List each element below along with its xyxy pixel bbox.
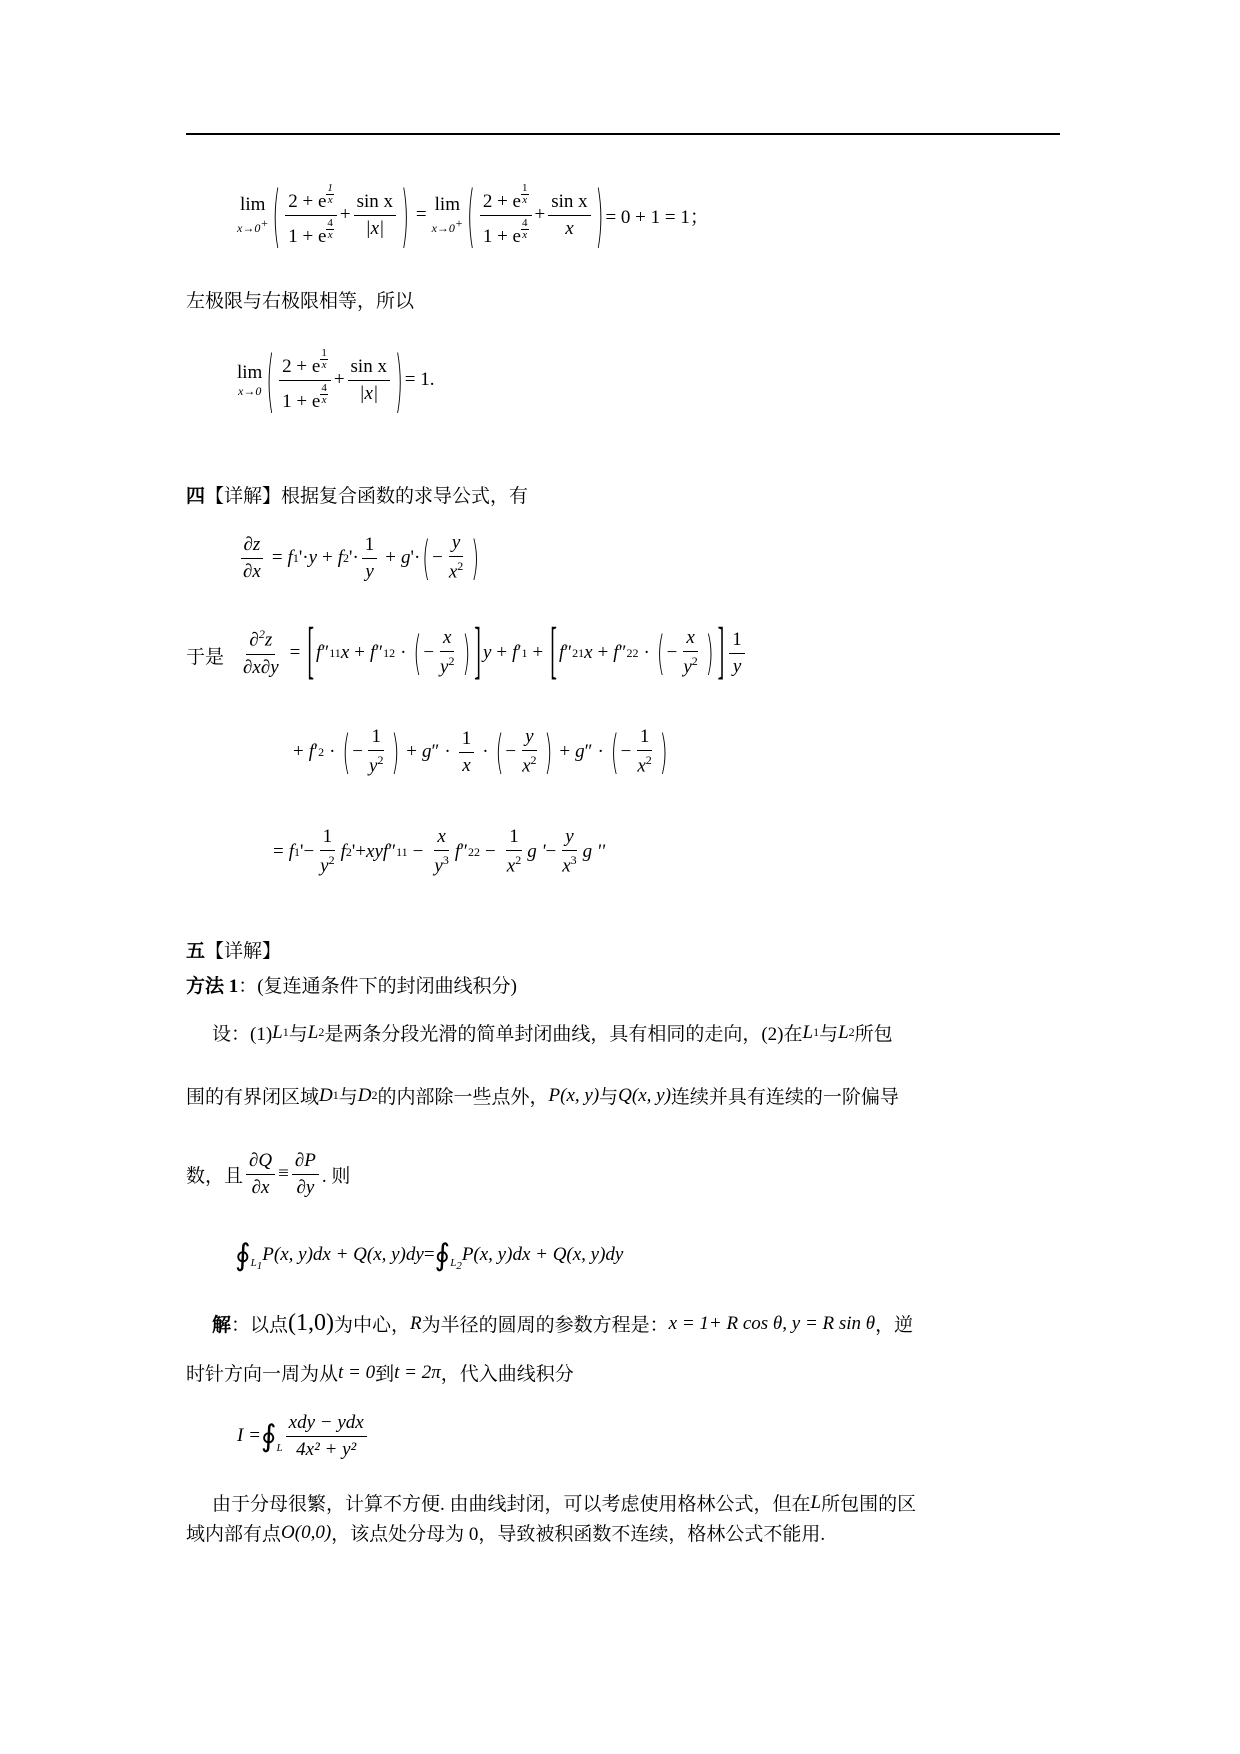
num: 2 + e (282, 355, 321, 377)
plus: + (322, 547, 333, 568)
sin-fraction (548, 191, 590, 240)
sup: 2 (691, 654, 698, 669)
y: y (320, 855, 329, 877)
paragraph-green-1 (212, 1489, 916, 1516)
sub: 2 (318, 744, 325, 759)
g: g (401, 547, 411, 568)
t: 是两条分段光滑的简单封闭曲线，具有相同的走向，(2)在 (324, 1024, 803, 1045)
minus: − (485, 841, 496, 862)
plus: + (406, 741, 417, 762)
sup: 3 (442, 853, 449, 868)
plus: + (532, 642, 544, 663)
t: 设：(1) (212, 1024, 273, 1045)
plus: + (534, 204, 546, 225)
sub: 1 (256, 1260, 263, 1273)
solution-line-1 (212, 1310, 913, 1337)
method-label: 方法 1 (186, 976, 239, 997)
plus: + (339, 204, 351, 225)
t: 以点 (250, 1315, 289, 1336)
f: f (316, 642, 322, 663)
lim-sup: + (260, 216, 269, 230)
t2pi: t = 2π (394, 1361, 441, 1383)
pp: ″ (564, 642, 573, 663)
plus: + (354, 642, 365, 663)
sub: 1 (294, 844, 300, 859)
sub: 1 (332, 1088, 339, 1102)
prime-dot: '· (298, 547, 309, 568)
result: = 1. (404, 369, 435, 390)
t: 时针方向一周为从 (186, 1364, 339, 1385)
lim-sup: + (454, 216, 464, 230)
sub: 11 (396, 844, 408, 859)
sub: 2 (343, 550, 350, 565)
lim-text: lim (434, 194, 460, 215)
num: 1 (506, 826, 522, 851)
sub: 2 (345, 844, 352, 859)
den: x (462, 754, 471, 776)
equation-second-derivative-cont: + f ′ 2 · ( − $\frac{1}{y^2}$ ) + g ″ · $\frac{1}{x}$ · ( − $\frac{y}{x^2}$ ) + g ″ · ( − $\frac{1}{x^2}$ ) (293, 724, 668, 780)
equation-line-integral (235, 1235, 623, 1275)
L: L (250, 1257, 257, 1270)
x: x (522, 755, 531, 777)
exp-n: 1 (327, 181, 333, 194)
sub: 1 (813, 1025, 820, 1039)
L: L (450, 1257, 457, 1270)
sub: 2 (456, 1260, 462, 1273)
lim-under: x→0 (431, 221, 455, 235)
den: ∂x (243, 560, 261, 582)
exp-d: x (522, 228, 528, 241)
colon: ： (231, 1315, 251, 1336)
y: y (369, 755, 378, 777)
param-equation: x = 1+ R cos θ, y = R sin θ (668, 1312, 876, 1334)
sup: 2 (457, 559, 464, 574)
minus: − (545, 841, 557, 862)
pp: ″ (388, 841, 397, 862)
num: y (449, 532, 463, 557)
pp: ″ (321, 642, 330, 663)
L: L (276, 1441, 283, 1454)
g-prime: g ' (527, 841, 546, 862)
point: (1,0) (288, 1310, 335, 1336)
t: 为中心， (334, 1315, 411, 1336)
origin: O(0,0) (281, 1521, 332, 1543)
sub: 12 (383, 645, 396, 660)
plus: + (496, 642, 508, 663)
t: 为半径的圆周的参数方程是： (421, 1315, 669, 1336)
f: f (613, 642, 619, 663)
minus: − (423, 642, 435, 663)
paragraph-assume-3 (186, 1146, 350, 1202)
den: |x| (365, 217, 385, 239)
header-rule (186, 133, 1060, 135)
t: 数，且 (186, 1165, 244, 1187)
den: ∂y (296, 1176, 315, 1198)
num: y (562, 826, 576, 851)
t: 的内部除一些点外， (377, 1087, 549, 1108)
sub: 1 (521, 645, 528, 660)
result: = 0 + 1 = 1； (605, 206, 709, 228)
integrand: P(x, y)dx + Q(x, y)dy (262, 1244, 424, 1265)
method-text: (复连通条件下的封闭曲线积分) (257, 976, 517, 997)
t: 与 (819, 1024, 839, 1045)
plus: + (293, 741, 304, 762)
section-number: 四 (186, 486, 206, 507)
exp-d: x (321, 358, 327, 371)
y: y (482, 642, 492, 663)
lim-under: x→0 (238, 383, 262, 398)
minus: − (432, 547, 443, 568)
num: 2 + e (288, 190, 327, 212)
x: x (506, 855, 516, 877)
num: xdy − ydx (286, 1412, 367, 1437)
sub: 22 (468, 844, 481, 859)
sin-fraction (348, 356, 390, 405)
t: . 则 (321, 1165, 351, 1187)
minus: − (412, 841, 424, 862)
p: ' (300, 841, 304, 862)
dot: · (444, 741, 451, 762)
equation-second-derivative: $\frac{\partial^2z}{\partial x\partial y}$ = [ f ″ 11 x + f ″ 12 · ( − $\frac{x}{y^2}$ ) ] y + f ′ 1 + [ f ″ 21 x + f ″ 22 · ( − $\frac{x}{y^2}$ ) ] $\frac{1}{y}$ (237, 620, 748, 686)
sub: 1 (292, 550, 299, 565)
y: y (434, 855, 443, 877)
section-tag: 【详解】 (205, 941, 282, 962)
prime-dot: '· (349, 547, 359, 568)
exp-n: 4 (327, 216, 333, 229)
den: 1 + e (282, 390, 321, 412)
exp-fraction (480, 183, 532, 248)
sin-fraction (354, 191, 396, 240)
D: D (319, 1084, 333, 1106)
equation-second-derivative-result (268, 820, 605, 884)
f: f (558, 642, 565, 663)
t: 域内部有点 (186, 1524, 282, 1545)
dot: · (597, 741, 604, 762)
t: 到 (375, 1364, 395, 1385)
equals: = (415, 204, 427, 225)
paragraph-assume-1 (212, 1019, 893, 1046)
y: y (308, 547, 318, 568)
sup: 2 (328, 853, 335, 868)
den: y (365, 560, 374, 582)
partial: ∂ (249, 629, 259, 651)
lim-text: lim (240, 194, 266, 215)
sub: 2 (371, 1088, 378, 1102)
num: x (440, 627, 454, 652)
exp-n: 4 (522, 216, 528, 229)
P: P(x, y) (548, 1084, 600, 1106)
plus: + (385, 547, 397, 568)
g-double-prime: g '' (582, 841, 606, 862)
limit-op (432, 194, 463, 236)
R: R (410, 1312, 422, 1334)
t: ，代入曲线积分 (440, 1364, 574, 1385)
g: g (575, 741, 585, 762)
g: g (421, 741, 432, 762)
L: L (307, 1021, 319, 1043)
den: 1 + e (288, 225, 327, 247)
den: |x| (359, 382, 379, 404)
text-left-right-limit: 左极限与右极限相等，所以 (186, 291, 415, 312)
I: I = (237, 1425, 261, 1446)
sup: 2 (530, 753, 537, 768)
t: 与 (288, 1024, 308, 1045)
contour-integral-icon: ∮ $L_2$ (434, 1238, 462, 1273)
z: z (264, 629, 273, 651)
xy: xy (366, 841, 383, 862)
plus: + (355, 841, 367, 862)
equiv: ≡ (278, 1163, 289, 1184)
section-tag: 【详解】 (205, 486, 282, 507)
t: 与 (338, 1087, 358, 1108)
dot: · (643, 642, 650, 663)
y: y (440, 656, 449, 678)
plus: + (597, 642, 609, 663)
D: D (357, 1084, 372, 1106)
exp-fraction (279, 348, 331, 413)
num: ∂Q (246, 1150, 275, 1175)
f: f (512, 642, 518, 663)
t: ，逆 (875, 1315, 914, 1336)
pp: ″ (375, 642, 384, 663)
sub: 11 (329, 645, 341, 660)
f: f (369, 642, 376, 663)
equals: = (423, 1244, 435, 1265)
minus: − (620, 741, 632, 762)
lim-text: lim (237, 361, 263, 383)
t: 由于分母很繁，计算不方便. 由曲线封闭，可以考虑使用格林公式，但在 (212, 1494, 811, 1515)
num: sin x (548, 191, 590, 216)
exp-d: x (321, 393, 327, 406)
den: ∂x (251, 1176, 270, 1198)
f: f (337, 547, 344, 568)
den: 4x² + y² (296, 1438, 357, 1460)
minus: − (666, 642, 678, 663)
f: f (308, 741, 314, 762)
sup: 3 (570, 853, 577, 868)
num: x (434, 826, 448, 851)
contour-integral-icon: ∮ $L_1$ (235, 1238, 263, 1273)
equation-right-limit: lim x→0+ ( 2 + e $\frac{1}{x}$ 1 + e $\frac{4}{x}$ + $\frac{\text{sin x}}{|x|}$ ) = lim x→0+ ( 2 + e $\frac{1}{x}$ 1 + e $\frac{4}{x}$ + $\frac{\text{sin x}}{x}$ ) = 0 + 1 = 1； (237, 174, 709, 256)
limit-op (237, 362, 262, 399)
minus: − (303, 841, 315, 862)
sub: 22 (626, 645, 639, 660)
equation-I (237, 1405, 370, 1467)
x: x (562, 855, 571, 877)
num: x (683, 627, 697, 652)
sub: 1 (282, 1025, 289, 1039)
t: 所包 (854, 1024, 893, 1045)
sup: 2 (258, 627, 265, 642)
sub: 21 (572, 645, 585, 660)
label-yushi: 于是 (186, 647, 225, 668)
pp: ″ (584, 741, 593, 762)
num: 1 (362, 534, 378, 559)
x: x (637, 755, 646, 777)
num: 1 (368, 726, 384, 751)
den: 1 + e (482, 225, 521, 247)
pp: ″ (460, 841, 469, 862)
minus: − (505, 741, 517, 762)
plus: + (333, 369, 345, 390)
dot: · (482, 741, 489, 762)
dot: · (400, 642, 407, 663)
p: ′ (517, 642, 522, 663)
exp-n: 1 (321, 346, 327, 359)
num: ∂z (241, 534, 264, 559)
x: x (584, 642, 593, 663)
section-5-heading (186, 936, 281, 963)
equals: = (273, 841, 284, 862)
paragraph-green-2 (186, 1519, 825, 1546)
y: y (683, 656, 692, 678)
section-4-heading (186, 481, 528, 508)
num: 1 (459, 728, 475, 753)
t: 连续并具有连续的一阶偏导 (670, 1087, 899, 1108)
f: f (454, 841, 461, 862)
t: 围的有界闭区域 (186, 1087, 320, 1108)
L: L (272, 1021, 283, 1043)
exp-n: 1 (522, 181, 528, 194)
Q: Q(x, y) (618, 1084, 671, 1106)
pp: ″ (618, 642, 627, 663)
f: f (288, 841, 294, 862)
lim-under: x→0 (237, 221, 261, 235)
num: 1 (729, 629, 745, 654)
x: x (340, 642, 350, 663)
equation-limit: lim x→0 ( 2 + e $\frac{1}{x}$ 1 + e $\frac{4}{x}$ + $\frac{\text{sin x}}{|x|}$ ) = 1. (237, 339, 435, 421)
dot: · (329, 741, 336, 762)
exp-d: x (327, 228, 333, 241)
t0: t = 0 (338, 1361, 376, 1383)
num: ∂P (292, 1150, 319, 1175)
f: f (382, 841, 389, 862)
t: ，该点处分母为 0，导致被积函数不连续，格林公式不能用. (331, 1524, 826, 1545)
num: sin x (348, 356, 390, 381)
minus: − (352, 741, 364, 762)
num: 1 (320, 826, 336, 851)
sup: 2 (645, 753, 652, 768)
section-text: 根据复合函数的求导公式，有 (281, 486, 529, 507)
f: f (287, 547, 293, 568)
sub: 2 (848, 1025, 855, 1039)
sup: 2 (515, 853, 522, 868)
L: L (810, 1491, 822, 1513)
solution-line-2 (186, 1359, 574, 1386)
sup: 2 (377, 753, 384, 768)
num: sin x (354, 191, 396, 216)
t: 与 (599, 1087, 619, 1108)
den: y (732, 655, 742, 677)
integrand: P(x, y)dx + Q(x, y)dy (461, 1244, 624, 1265)
exp-fraction (285, 183, 337, 248)
prime-dot: '· (410, 547, 421, 568)
method-1-line (186, 971, 517, 998)
p: ' (351, 841, 356, 862)
colon: ： (238, 976, 258, 997)
plus: + (559, 741, 571, 762)
num: y (522, 726, 536, 751)
pp: ″ (431, 741, 440, 762)
num: 1 (637, 726, 653, 751)
den: x (565, 217, 574, 239)
section-number: 五 (186, 941, 206, 962)
L: L (802, 1021, 814, 1043)
den: ∂x∂y (243, 656, 279, 678)
equation-first-derivative: $\frac{\partial z}{\partial x}$ = f 1 '· y + f 2 '· $\frac{1}{y}$ + g '· ( − $\frac{y}{x^2}$ ) (237, 528, 481, 588)
equals: = (271, 547, 283, 568)
L: L (838, 1021, 849, 1043)
sup: 2 (448, 654, 455, 669)
x: x (448, 561, 458, 583)
paragraph-assume-2 (186, 1082, 899, 1109)
exp-d: x (522, 193, 528, 206)
equals: = (289, 642, 301, 663)
contour-integral-icon: ∮ L (260, 1419, 283, 1454)
exp-n: 4 (321, 381, 327, 394)
solution-label: 解 (212, 1315, 232, 1336)
f: f (340, 841, 346, 862)
t: 所包围的区 (821, 1494, 917, 1515)
limit-op (237, 194, 268, 236)
p: ′ (314, 741, 319, 762)
num: 2 + e (482, 190, 521, 212)
sub: 2 (318, 1025, 325, 1039)
exp-d: x (327, 193, 333, 206)
